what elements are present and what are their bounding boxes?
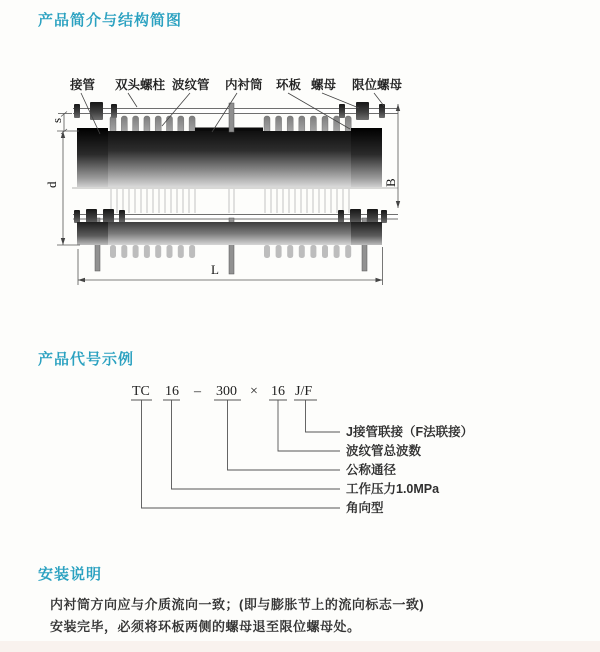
section-title-intro: 产品简介与结构简图	[38, 12, 183, 29]
dim-d-label: d	[44, 181, 59, 188]
liner-stud-upper	[229, 103, 234, 132]
label-bellows: 波纹管	[172, 78, 210, 92]
dim-b-arrow-bottom	[396, 201, 400, 208]
section-title-install: 安装说明	[38, 566, 103, 583]
label-inner-liner: 内衬筒	[225, 78, 263, 92]
install-line-2: 安装完毕，必须将环板两侧的螺母退至限位螺母处。	[50, 619, 361, 634]
hidden-lines-lower	[111, 189, 349, 213]
label-limit-nut: 限位螺母	[352, 78, 403, 92]
dim-b-arrow-top	[396, 104, 400, 111]
code-token-times: ×	[250, 384, 258, 399]
callout-working-pressure: 工作压力1.0MPa	[346, 482, 440, 496]
label-ring-plate: 环板	[276, 78, 302, 92]
pipe-end-right-lower	[351, 222, 382, 245]
dim-s-label: s	[49, 117, 64, 123]
callout-connection: J接管联接（F法联接）	[346, 425, 474, 439]
section-title-code: 产品代号示例	[38, 351, 135, 368]
code-token-dash: –	[194, 384, 201, 399]
dim-l-arrow-left	[78, 278, 85, 282]
body-lower	[77, 222, 382, 245]
bellows-crests-left	[110, 116, 195, 133]
footer-strip	[0, 641, 600, 652]
callout-wave-count: 波纹管总波数	[346, 444, 422, 458]
code-token-connection: J/F	[295, 384, 313, 399]
bellows-crests-right	[264, 116, 351, 133]
dim-l-label: L	[211, 262, 219, 277]
dim-l-arrow-right	[376, 278, 383, 282]
code-token-pressure: 16	[165, 384, 179, 399]
label-double-end-stud: 双头螺柱	[115, 78, 166, 92]
callout-angular-type: 角向型	[346, 501, 384, 515]
body-upper	[77, 131, 382, 187]
code-token-diameter: 300	[216, 384, 237, 399]
install-instructions	[50, 594, 530, 638]
tie-rod-upper	[73, 109, 398, 114]
pipe-end-left	[77, 128, 108, 187]
dim-d-arrow-top	[61, 131, 65, 138]
dim-d-arrow-bottom	[61, 238, 65, 245]
callout-nominal-diameter: 公称通径	[346, 463, 397, 477]
pipe-end-left-lower	[77, 222, 108, 245]
code-token-type: TC	[132, 384, 150, 399]
code-connector-lines	[142, 400, 341, 508]
code-example-diagram	[0, 370, 600, 530]
install-line-1: 内衬筒方向应与介质流向一致；(即与膨胀节上的流向标志一致)	[50, 597, 425, 612]
label-connecting-pipe: 接管	[70, 78, 96, 92]
pipe-end-right	[351, 128, 382, 187]
label-nut: 螺母	[311, 78, 337, 92]
code-token-waves: 16	[271, 384, 285, 399]
dim-b-label: B	[383, 178, 398, 187]
structure-diagram	[40, 60, 480, 310]
